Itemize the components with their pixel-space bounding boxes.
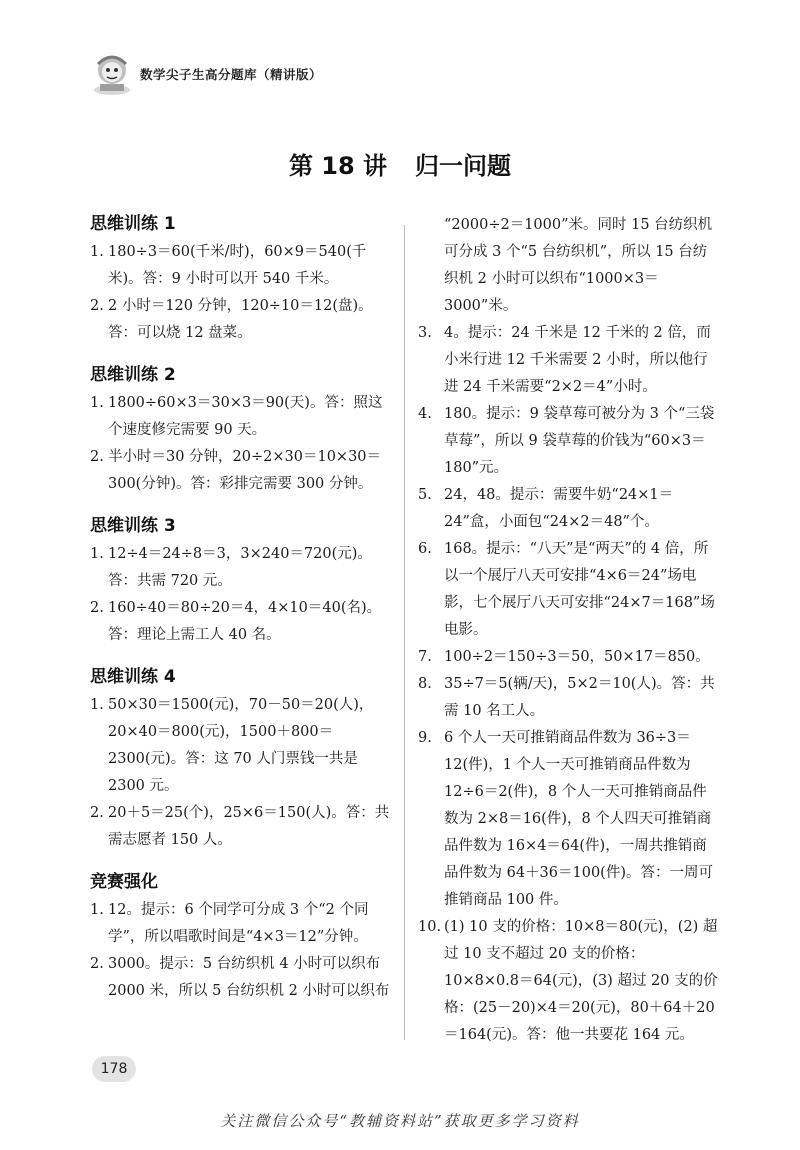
- item-number: 3.: [418, 325, 432, 341]
- mascot-logo-icon: [90, 50, 134, 96]
- item-number: 2.: [90, 449, 104, 465]
- section: [90, 363, 390, 498]
- item-number: 7.: [418, 649, 432, 665]
- answer-item: [90, 800, 390, 854]
- item-text: 1800÷60×3＝30×3＝90(天)。答：照这个速度修完需要 90 天。: [108, 395, 383, 438]
- section: [90, 212, 390, 347]
- item-number: 1.: [90, 395, 104, 411]
- answer-item: [90, 239, 390, 293]
- item-number: 2.: [90, 805, 104, 821]
- continued-text: “2000÷2＝1000”米。同时 15 台纺织机可分成 3 个“5 台纺织机”，所以 15 台纺织机 2 小时可以织布“1000×3＝3000”米。: [444, 217, 713, 314]
- column-divider: [404, 225, 405, 1040]
- item-number: 8.: [418, 676, 432, 692]
- section-title: 思维训练 2: [90, 365, 176, 385]
- item-number: 1.: [90, 244, 104, 260]
- section: [90, 870, 390, 1005]
- section-title: 思维训练 3: [90, 516, 176, 536]
- answer-item: [418, 644, 718, 671]
- section-title: 竞赛强化: [90, 872, 158, 892]
- item-number: 1.: [90, 546, 104, 562]
- item-text: 24，48。提示：需要牛奶“24×1＝24”盒，小面包“24×2＝48”个。: [444, 487, 674, 530]
- section-title: 思维训练 1: [90, 214, 176, 234]
- answer-item: [90, 390, 390, 444]
- item-number: 2.: [90, 298, 104, 314]
- answer-item: [418, 320, 718, 401]
- answer-item: [90, 595, 390, 649]
- item-text: 160÷40＝80÷20＝4，4×10＝40(名)。答：理论上需工人 40 名。: [108, 600, 382, 643]
- item-text: 12。提示：6 个同学可分成 3 个“2 个同学”，所以唱歌时间是“4×3＝12”分钟。: [108, 902, 369, 945]
- answer-item: [90, 897, 390, 951]
- answer-item: [418, 914, 718, 1049]
- left-column: [90, 212, 390, 1021]
- answer-item: [90, 444, 390, 498]
- right-column: [418, 212, 718, 1049]
- item-text: 20＋5＝25(个)，25×6＝150(人)。答：共需志愿者 150 人。: [108, 805, 390, 848]
- item-number: 9.: [418, 730, 432, 746]
- chapter-number: 第 18 讲: [288, 152, 388, 180]
- page-header: [90, 50, 490, 100]
- section: [90, 514, 390, 649]
- item-text: 50×30＝1500(元)，70－50＝20(人)，20×40＝800(元)，1500＋800＝2300(元)。答：这 70 人门票钱一共是 2300 元。: [108, 697, 374, 794]
- item-text: 12÷4＝24÷8＝3，3×240＝720(元)。答：共需 720 元。: [108, 546, 372, 589]
- item-text: 2 小时＝120 分钟，120÷10＝12(盘)。答：可以烧 12 盘菜。: [108, 298, 373, 341]
- answer-item: [90, 293, 390, 347]
- item-number: 5.: [418, 487, 432, 503]
- item-text: 6 个人一天可推销商品件数为 36÷3＝12(件)，1 个人一天可推销商品件数为 12÷6＝2(件)，8 个人一天可推销商品件数为 2×8＝16(件)，8 个人四天可推销商品件数为 16×4＝64(件)，一周共推销商品件数为 64＋36＝100(件)。答：一周可推销商品 100 件。: [444, 730, 713, 908]
- answer-item: [418, 401, 718, 482]
- footer-note: 关注微信公众号“教辅资料站”获取更多学习资料: [220, 1112, 580, 1130]
- item-text: 35÷7＝5(辆/天)，5×2＝10(人)。答：共需 10 名工人。: [444, 676, 715, 719]
- item-number: 4.: [418, 406, 432, 422]
- item-text: 180。提示：9 袋草莓可被分为 3 个“三袋草莓”，所以 9 袋草莓的价钱为“60×3＝180”元。: [444, 406, 715, 476]
- item-text: (1) 10 支的价格：10×8＝80(元)，(2) 超过 10 支不超过 20 支的价格：10×8×0.8＝64(元)，(3) 超过 20 支的价格：(25－20)×4＝20(元)，80＋64＋20＝164(元)。答：他一共要花 164 元。: [444, 919, 718, 1043]
- section: [90, 665, 390, 854]
- item-text: 4。提示：24 千米是 12 千米的 2 倍，而小米行进 12 千米需要 2 小时，所以他行进 24 千米需要“2×2＝4”小时。: [444, 325, 711, 395]
- answer-item: [90, 541, 390, 595]
- item-number: 2.: [90, 956, 104, 972]
- section-title: 思维训练 4: [90, 667, 176, 687]
- series-title: 数学尖子生高分题库（精讲版）: [140, 67, 323, 82]
- item-number: 6.: [418, 541, 432, 557]
- item-number: 10.: [418, 919, 442, 935]
- answer-item: [418, 725, 718, 914]
- item-text: 168。提示：“八天”是“两天”的 4 倍，所以一个展厅八天可安排“4×6＝24”场电影，七个展厅八天可安排“24×7＝168”场电影。: [444, 541, 715, 638]
- answer-item: [418, 671, 718, 725]
- item-number: 2.: [90, 600, 104, 616]
- answer-item: [90, 951, 390, 1005]
- answer-item: [418, 536, 718, 644]
- item-text: 半小时＝30 分钟，20÷2×30＝10×30＝300(分钟)。答：彩排完需要 300 分钟。: [108, 449, 382, 492]
- page-number: 178: [92, 1056, 136, 1082]
- item-number: 1.: [90, 902, 104, 918]
- answer-item: [418, 482, 718, 536]
- chapter-name: 归一问题: [415, 152, 512, 180]
- answer-item: [90, 692, 390, 800]
- item-number: 1.: [90, 697, 104, 713]
- item-text: 100÷2＝150÷3＝50，50×17＝850。: [444, 649, 710, 665]
- chapter-title: [0, 146, 800, 181]
- item-text: 180÷3＝60(千米/时)，60×9＝540(千米)。答：9 小时可以开 540 千米。: [108, 244, 367, 287]
- item-text: 3000。提示：5 台纺织机 4 小时可以织布 2000 米，所以 5 台纺织机 2 小时可以织布: [108, 956, 390, 999]
